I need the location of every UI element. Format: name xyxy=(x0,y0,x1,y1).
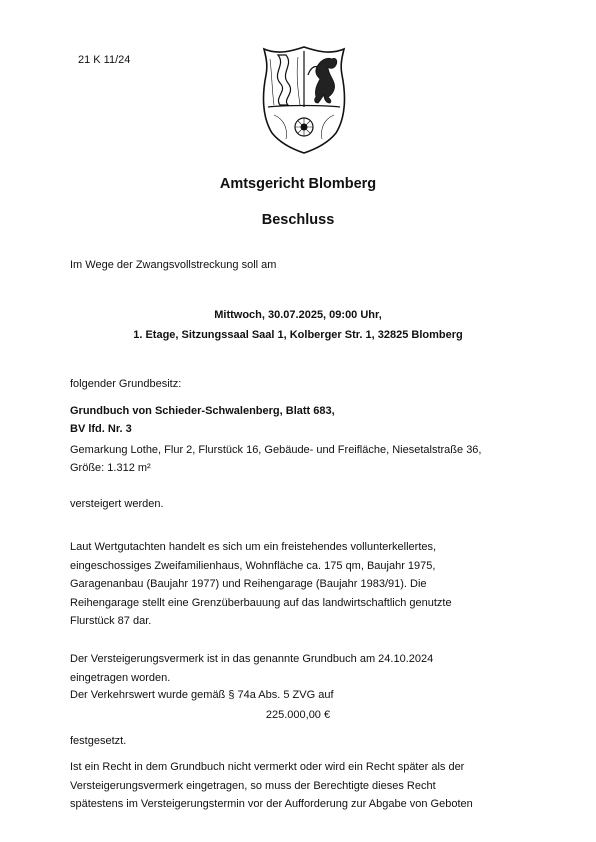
text-line: Der Versteigerungsvermerk ist in das genannte Grundbuch am 24.10.2024 xyxy=(70,653,434,665)
auction-date: Mittwoch, 30.07.2025, 09:00 Uhr, xyxy=(214,309,382,321)
text-line: eingetragen worden. xyxy=(70,671,171,684)
court-name: Amtsgericht Blomberg xyxy=(219,176,377,192)
text-line: eingeschossiges Zweifamilienhaus, Wohnfläche ca. 175 qm, Baujahr 1975, xyxy=(70,559,436,572)
grundbuch-entry: Grundbuch von Schieder-Schwalenberg, Blatt 683, xyxy=(70,405,335,417)
text-line: Garagenanbau (Baujahr 1977) und Reihengarage (Baujahr 1983/91). Die xyxy=(70,578,427,590)
text-line: Flurstück 87 dar. xyxy=(70,615,152,627)
rights-paragraph xyxy=(70,758,530,814)
document-type: Beschluss xyxy=(261,212,335,228)
festgesetzt-text: festgesetzt. xyxy=(70,735,127,747)
bv-number: BV lfd. Nr. 3 xyxy=(70,423,132,435)
text-line: Gemarkung Lothe, Flur 2, Flurstück 16, Gebäude- und Freifläche, Niesetalstraße 36, xyxy=(70,444,482,456)
verkehrswert-intro: Der Verkehrswert wurde gemäß § 74a Abs. 5 ZVG auf xyxy=(70,689,334,701)
text-line: Ist ein Recht in dem Grundbuch nicht vermerkt oder wird ein Recht später als der xyxy=(70,761,465,773)
text-line: spätestens im Versteigerungstermin vor der Aufforderung zur Abgabe von Geboten xyxy=(70,798,473,810)
text-line: Reihengarage stellt eine Grenzüberbauung auf das landwirtschaftlich genutzte xyxy=(70,596,452,609)
vermerk-paragraph xyxy=(70,650,530,687)
verkehrswert-amount: 225.000,00 € xyxy=(265,709,331,721)
versteigert-text: versteigert werden. xyxy=(70,498,164,510)
auction-location: 1. Etage, Sitzungssaal Saal 1, Kolberger Str. 1, 32825 Blomberg xyxy=(133,329,463,341)
gemarkung-description xyxy=(70,441,530,477)
text-line: Versteigerungsvermerk eingetragen, so muss der Berechtigte dieses Recht xyxy=(70,779,436,792)
intro-text: Im Wege der Zwangsvollstreckung soll am xyxy=(70,259,277,271)
property-intro: folgender Grundbesitz: xyxy=(70,378,182,390)
text-line: Größe: 1.312 m² xyxy=(70,462,151,474)
text-line: Laut Wertgutachten handelt es sich um ein freistehendes vollunterkellertes, xyxy=(70,541,437,553)
case-number: 21 K 11/24 xyxy=(78,54,131,66)
nrw-coat-of-arms-icon xyxy=(258,45,350,155)
valuation-paragraph xyxy=(70,538,530,631)
